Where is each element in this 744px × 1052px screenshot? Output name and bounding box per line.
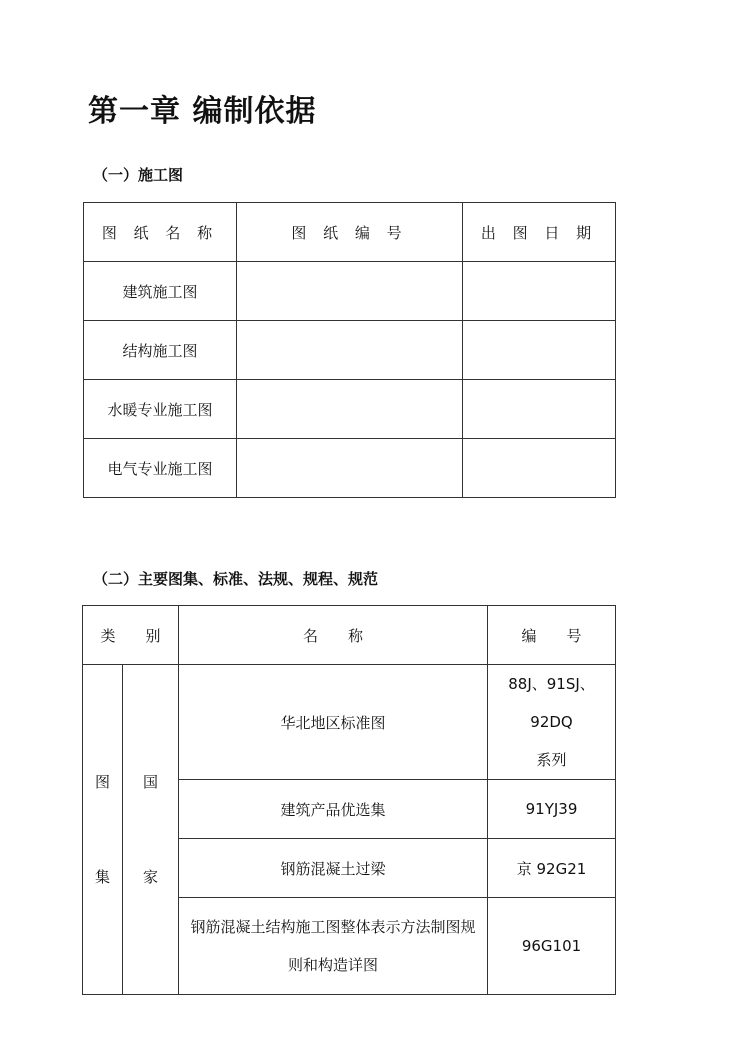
standard-number-cell: 京 92G21 (488, 839, 616, 898)
drawing-date-cell (463, 321, 616, 380)
drawing-number-cell (237, 380, 463, 439)
standard-name-cell: 钢筋混凝土过梁 (179, 839, 488, 898)
standard-number-cell (488, 665, 616, 780)
standard-number-cell: 91YJ39 (488, 780, 616, 839)
standard-name-cell: 建筑产品优选集 (179, 780, 488, 839)
standard-number-line-2: 系列 (536, 751, 567, 769)
header-drawing-name-text: 图 纸 名 称 (101, 223, 219, 242)
drawings-table (83, 202, 616, 498)
table-row (84, 439, 616, 498)
header-drawing-name (84, 203, 237, 262)
chapter-title: 第一章 编制依据 (88, 94, 317, 129)
header-drawing-date-text: 出 图 日 期 (480, 223, 598, 242)
drawing-name-cell: 建筑施工图 (84, 262, 237, 321)
drawing-name-cell: 水暖专业施工图 (84, 380, 237, 439)
section1-title: （一）施工图 (93, 166, 184, 184)
category-sub-char-1: 国 (143, 772, 159, 791)
standard-name-line-1: 钢筋混凝土结构施工图整体表示方法制图规 (190, 918, 476, 936)
header-drawing-number (237, 203, 463, 262)
drawing-date-cell (463, 380, 616, 439)
drawing-date-cell (463, 262, 616, 321)
drawing-number-cell (237, 439, 463, 498)
header-category: 类 别 (83, 606, 179, 665)
category-sub-char-2: 家 (143, 867, 159, 886)
header-drawing-number-text: 图 纸 编 号 (291, 223, 408, 242)
table-row (84, 380, 616, 439)
section2-title: （二）主要图集、标准、法规、规程、规范 (93, 570, 379, 588)
drawing-number-cell (237, 321, 463, 380)
header-number: 编 号 (488, 606, 616, 665)
standard-number-line-1: 88J、91SJ、92DQ (508, 675, 595, 731)
drawing-number-cell (237, 262, 463, 321)
table-header-row (84, 203, 616, 262)
table-row (84, 262, 616, 321)
header-drawing-date (463, 203, 616, 262)
table-row (84, 321, 616, 380)
header-name: 名 称 (179, 606, 488, 665)
table-row (83, 665, 616, 780)
table-header-row (83, 606, 616, 665)
drawing-name-cell: 电气专业施工图 (84, 439, 237, 498)
standard-number-cell: 96G101 (488, 898, 616, 995)
drawing-date-cell (463, 439, 616, 498)
drawing-name-cell: 结构施工图 (84, 321, 237, 380)
standard-name-cell: 华北地区标准图 (179, 665, 488, 780)
standard-name-line-2: 则和构造详图 (288, 956, 379, 974)
category-sub-cell (123, 665, 179, 995)
standard-name-cell (179, 898, 488, 995)
category-main-char-2: 集 (94, 867, 110, 886)
category-main-cell (83, 665, 123, 995)
standards-table (82, 605, 616, 995)
category-main-char-1: 图 (94, 772, 110, 791)
